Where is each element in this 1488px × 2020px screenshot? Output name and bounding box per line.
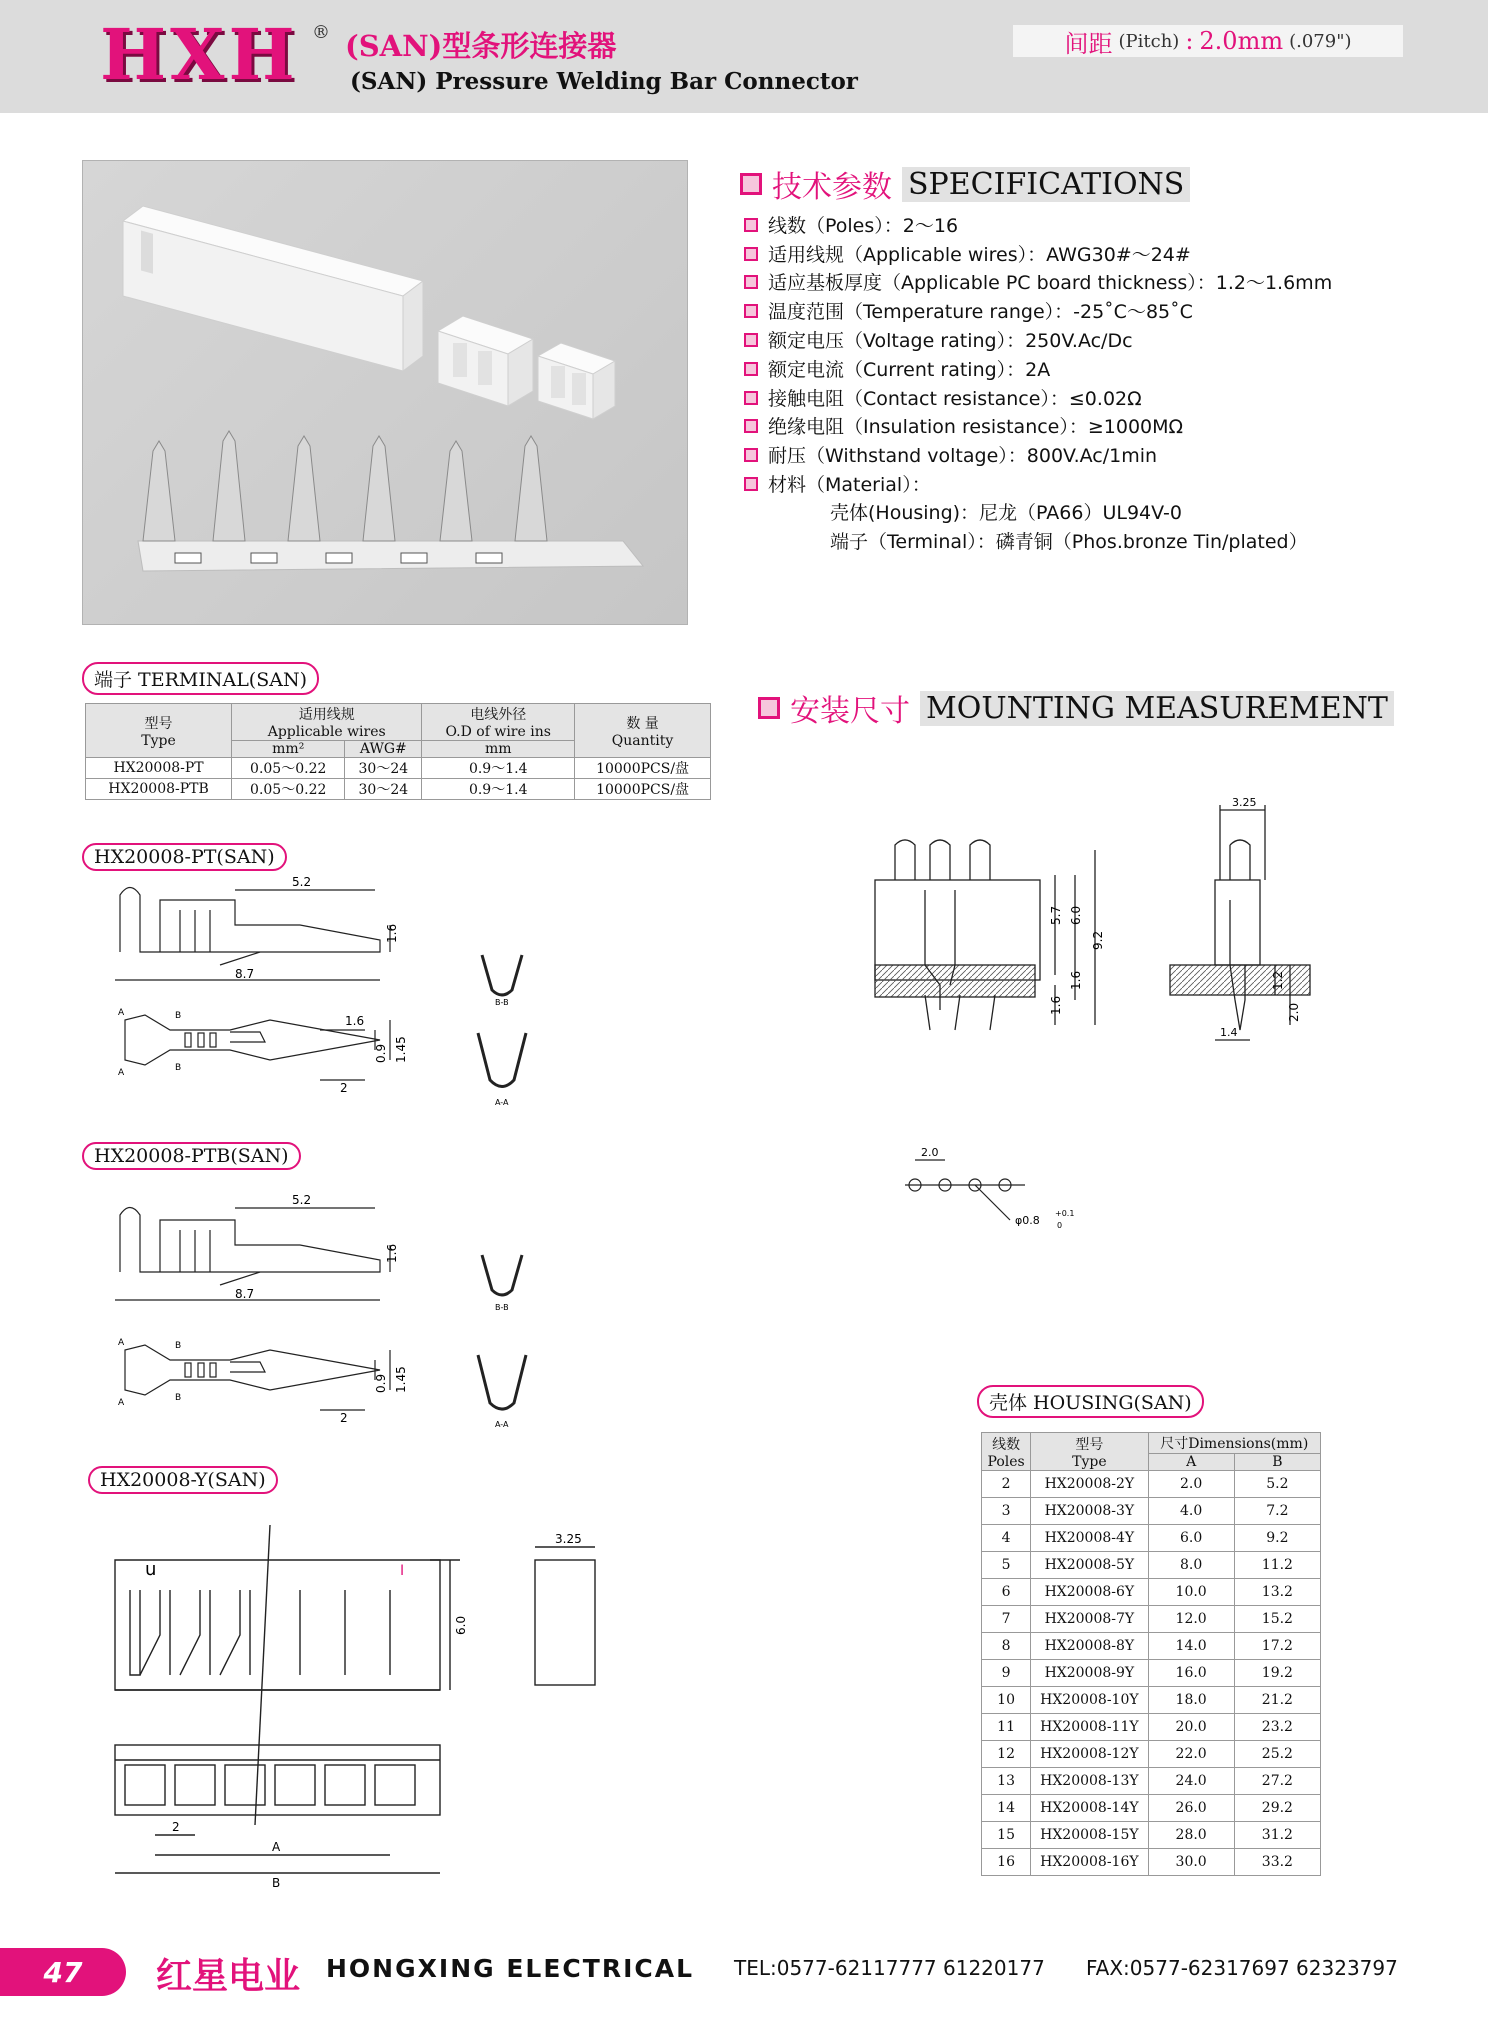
table-cell: 26.0 (1148, 1795, 1234, 1822)
th-poles: 线数 Poles (982, 1433, 1031, 1471)
dim-label: 2 (340, 1411, 348, 1425)
pt-section-views (470, 945, 540, 1115)
table-cell: 15 (982, 1822, 1031, 1849)
section-label: B-B (495, 1303, 509, 1312)
material-terminal: 端子（Terminal）：磷青铜（Phos.bronze Tin/plated） (830, 531, 1308, 553)
bullet-square-icon (744, 218, 758, 232)
brand-name-cn: 红星电业 (156, 1956, 301, 1997)
table-cell: HX20008-8Y (1031, 1633, 1148, 1660)
th-type: 型号 Type (86, 704, 232, 758)
table-cell: 17.2 (1234, 1633, 1320, 1660)
terminal-table (85, 703, 711, 800)
table-cell: 14.0 (1148, 1633, 1234, 1660)
table-cell: HX20008-10Y (1031, 1687, 1148, 1714)
spec-item: 适应基板厚度（Applicable PC board thickness）：1.2～1.6mm (744, 268, 1332, 295)
table-cell: 8 (982, 1633, 1031, 1660)
table-cell: 33.2 (1234, 1849, 1320, 1876)
table-row (982, 1633, 1321, 1660)
spec-item: 耐压（Withstand voltage）：800V.Ac/1min (744, 441, 1157, 468)
table-row (982, 1498, 1321, 1525)
pitch-value: 2.0mm (1199, 27, 1284, 55)
spec-item: 材料（Material）： (744, 470, 931, 497)
table-cell: HX20008-5Y (1031, 1552, 1148, 1579)
title-chinese: (SAN)型条形连接器 (345, 29, 617, 63)
table-cell: 28.0 (1148, 1822, 1234, 1849)
dim-label: 1.6 (385, 1243, 399, 1263)
table-cell: 7.2 (1234, 1498, 1320, 1525)
table-cell: HX20008-6Y (1031, 1579, 1148, 1606)
table-cell: 18.0 (1148, 1687, 1234, 1714)
table-cell: 9 (982, 1660, 1031, 1687)
bullet-square-icon (744, 362, 758, 376)
table-row (982, 1471, 1321, 1498)
registered-mark: ® (312, 22, 330, 43)
ptb-section-title: HX20008-PTB(SAN) (82, 1142, 301, 1170)
pcb-hole-pattern-drawing (895, 1140, 1095, 1240)
th-b: B (1234, 1454, 1320, 1471)
table-cell: 25.2 (1234, 1741, 1320, 1768)
dim-label: 1.6 (1069, 970, 1083, 990)
dim-label: 1.45 (394, 1036, 408, 1063)
table-row (982, 1849, 1321, 1876)
dim-label: 8.7 (235, 967, 255, 981)
dim-label: 9.2 (1091, 930, 1105, 950)
table-cell: HX20008-12Y (1031, 1741, 1148, 1768)
dim-label: 0.9 (374, 1043, 388, 1063)
table-cell: 29.2 (1234, 1795, 1320, 1822)
table-cell: 7 (982, 1606, 1031, 1633)
bullet-square-icon (744, 448, 758, 462)
table-cell: HX20008-3Y (1031, 1498, 1148, 1525)
table-cell: 2 (982, 1471, 1031, 1498)
dim-label: 1.6 (385, 923, 399, 943)
housing-3pin-image (438, 316, 533, 406)
th-a: A (1148, 1454, 1234, 1471)
brand-name-en: HONGXING ELECTRICAL (326, 1954, 695, 1983)
dim-label: +0.1 (1055, 1209, 1075, 1218)
bullet-square-icon (744, 247, 758, 261)
dim-label: 1.45 (394, 1366, 408, 1393)
dim-label: 2 (172, 1820, 180, 1834)
table-cell: 15.2 (1234, 1606, 1320, 1633)
table-cell: 2.0 (1148, 1471, 1234, 1498)
table-cell: 8.0 (1148, 1552, 1234, 1579)
table-row: HX20008-PTB 0.05～0.22 30～24 0.9～1.4 10000PCS/盘 (86, 779, 711, 800)
table-row (982, 1525, 1321, 1552)
y-housing-drawing (100, 1515, 640, 1895)
dim-label: 0 (1057, 1221, 1063, 1230)
dim-label: 1.6 (1049, 995, 1063, 1015)
table-cell: 6 (982, 1579, 1031, 1606)
table-cell: 11 (982, 1714, 1031, 1741)
th-mm: mm (422, 741, 575, 758)
fax: FAX:0577-62317697 62323797 (1086, 1956, 1398, 1980)
table-cell: 5.2 (1234, 1471, 1320, 1498)
table-cell: 22.0 (1148, 1741, 1234, 1768)
bullet-square-icon (744, 477, 758, 491)
mounting-drawing (870, 790, 1340, 1060)
table-row (982, 1579, 1321, 1606)
table-cell: HX20008-11Y (1031, 1714, 1148, 1741)
spec-title-cn: 技术参数 (772, 170, 892, 205)
housing-12pin-image (123, 206, 423, 371)
terminal-section-title: 端子 TERMINAL(SAN) (82, 662, 319, 695)
specifications-heading (740, 162, 1190, 206)
heading-square-icon (740, 173, 762, 195)
th-mm2: mm² (232, 741, 345, 758)
table-row (982, 1795, 1321, 1822)
dim-label: 2.0 (921, 1146, 939, 1159)
table-row (982, 1552, 1321, 1579)
dim-label: B (272, 1876, 281, 1890)
dim-label: 5.7 (1049, 905, 1063, 925)
spec-item: 额定电流（Current rating）：2A (744, 355, 1050, 382)
table-cell: 10.0 (1148, 1579, 1234, 1606)
table-cell: HX20008-2Y (1031, 1471, 1148, 1498)
heading-square-icon (758, 697, 780, 719)
table-row: HX20008-PT 0.05～0.22 30～24 0.9～1.4 10000PCS/盘 (86, 758, 711, 779)
section-mark: A (118, 1338, 125, 1348)
section-mark: B (175, 1063, 182, 1073)
material-housing: 壳体(Housing)：尼龙（PA66）UL94V-0 (830, 502, 1182, 524)
dim-label: 1.6 (345, 1014, 365, 1028)
bullet-square-icon (744, 304, 758, 318)
dim-label: 8.7 (235, 1287, 255, 1301)
housing-table (981, 1432, 1321, 1876)
table-cell: HX20008-4Y (1031, 1525, 1148, 1552)
housing-mark: u (145, 1559, 157, 1580)
section-mark: B (175, 1393, 182, 1403)
table-cell: 6.0 (1148, 1525, 1234, 1552)
housing-section-title: 壳体 HOUSING(SAN) (977, 1385, 1204, 1418)
table-cell: 12 (982, 1741, 1031, 1768)
table-cell: HX20008-16Y (1031, 1849, 1148, 1876)
table-row (982, 1606, 1321, 1633)
table-cell: 14 (982, 1795, 1031, 1822)
table-cell: HX20008-13Y (1031, 1768, 1148, 1795)
th-type: 型号 Type (1031, 1433, 1148, 1471)
table-cell: 30.0 (1148, 1849, 1234, 1876)
dim-label: 1.4 (1220, 1026, 1238, 1039)
dim-label: 6.0 (1069, 905, 1083, 925)
dim-label: 3.25 (1232, 796, 1257, 809)
bullet-square-icon (744, 333, 758, 347)
spec-item: 线数（Poles）：2～16 (744, 211, 958, 238)
page-number: 47 (0, 1948, 126, 1996)
th-od: 电线外径 O.D of wire ins (422, 704, 575, 741)
section-label: B-B (495, 998, 509, 1007)
mounting-title-en: MOUNTING MEASUREMENT (920, 691, 1394, 726)
th-awg: AWG# (345, 741, 422, 758)
terminal-strip-image (138, 431, 643, 571)
section-mark: A (118, 1068, 125, 1078)
table-cell: HX20008-7Y (1031, 1606, 1148, 1633)
table-cell: 20.0 (1148, 1714, 1234, 1741)
table-cell: 9.2 (1234, 1525, 1320, 1552)
table-row (982, 1822, 1321, 1849)
mounting-heading (758, 686, 1394, 730)
dim-label: 2.0 (1287, 1002, 1301, 1022)
spec-item: 接触电阻（Contact resistance）：≤0.02Ω (744, 384, 1142, 411)
section-mark: A (118, 1398, 125, 1408)
dim-label: A (272, 1840, 281, 1854)
y-section-title: HX20008-Y(SAN) (88, 1466, 278, 1494)
table-cell: 16.0 (1148, 1660, 1234, 1687)
table-cell: 21.2 (1234, 1687, 1320, 1714)
mounting-title-cn: 安装尺寸 (790, 694, 910, 729)
dim-label: 5.2 (292, 875, 312, 889)
table-cell: 11.2 (1234, 1552, 1320, 1579)
dim-label: 1.2 (1271, 970, 1285, 990)
table-row (982, 1741, 1321, 1768)
pitch-box (1013, 25, 1403, 57)
table-cell: 5 (982, 1552, 1031, 1579)
title-english: (SAN) Pressure Welding Bar Connector (350, 68, 858, 95)
table-cell: 27.2 (1234, 1768, 1320, 1795)
dim-label: 0.9 (374, 1373, 388, 1393)
dim-label: 2 (340, 1081, 348, 1095)
pitch-inch: (.079") (1289, 30, 1352, 52)
table-cell: 10 (982, 1687, 1031, 1714)
section-label: A-A (495, 1420, 509, 1429)
spec-item: 适用线规（Applicable wires）：AWG30#～24# (744, 240, 1191, 267)
table-cell: 13.2 (1234, 1579, 1320, 1606)
table-cell: 13 (982, 1768, 1031, 1795)
section-label: A-A (495, 1098, 509, 1107)
table-row (982, 1687, 1321, 1714)
dim-label: φ0.8 (1015, 1214, 1040, 1227)
table-cell: HX20008-14Y (1031, 1795, 1148, 1822)
pitch-label-en: (Pitch) (1118, 30, 1180, 52)
spec-item: 额定电压（Voltage rating）：250V.Ac/Dc (744, 326, 1133, 353)
dim-label: 3.25 (555, 1532, 582, 1546)
table-row (982, 1768, 1321, 1795)
table-cell: 19.2 (1234, 1660, 1320, 1687)
table-cell: 16 (982, 1849, 1031, 1876)
table-cell: 23.2 (1234, 1714, 1320, 1741)
table-cell: 4.0 (1148, 1498, 1234, 1525)
section-mark: B (175, 1011, 182, 1021)
spec-item: 绝缘电阻（Insulation resistance）：≥1000MΩ (744, 412, 1183, 439)
table-cell: 3 (982, 1498, 1031, 1525)
dim-label: 6.0 (454, 1615, 468, 1635)
pitch-sep: : (1185, 27, 1194, 55)
spec-title-en: SPECIFICATIONS (902, 167, 1190, 202)
table-cell: 4 (982, 1525, 1031, 1552)
ptb-section-views (470, 1245, 540, 1435)
telephone: TEL:0577-62117777 61220177 (734, 1956, 1045, 1980)
housing-2pin-image (538, 343, 615, 419)
section-mark: B (175, 1341, 182, 1351)
table-cell: 31.2 (1234, 1822, 1320, 1849)
bullet-square-icon (744, 275, 758, 289)
dim-label: 5.2 (292, 1193, 312, 1207)
pitch-label: 间距 (1064, 29, 1113, 58)
bullet-square-icon (744, 391, 758, 405)
th-wires: 适用线规 Applicable wires (232, 704, 422, 741)
bullet-square-icon (744, 419, 758, 433)
th-dimensions: 尺寸Dimensions(mm) (1148, 1433, 1320, 1454)
pt-section-title: HX20008-PT(SAN) (82, 843, 287, 871)
table-cell: HX20008-9Y (1031, 1660, 1148, 1687)
th-qty: 数 量 Quantity (575, 704, 711, 758)
product-photo (82, 160, 688, 625)
hxh-logo: HXH (100, 13, 299, 96)
table-cell: 12.0 (1148, 1606, 1234, 1633)
table-row (982, 1660, 1321, 1687)
table-row (982, 1714, 1321, 1741)
spec-item: 温度范围（Temperature range）：-25˚C～85˚C (744, 297, 1193, 324)
table-cell: 24.0 (1148, 1768, 1234, 1795)
housing-mark: I (400, 1563, 405, 1579)
section-mark: A (118, 1008, 125, 1018)
table-cell: HX20008-15Y (1031, 1822, 1148, 1849)
